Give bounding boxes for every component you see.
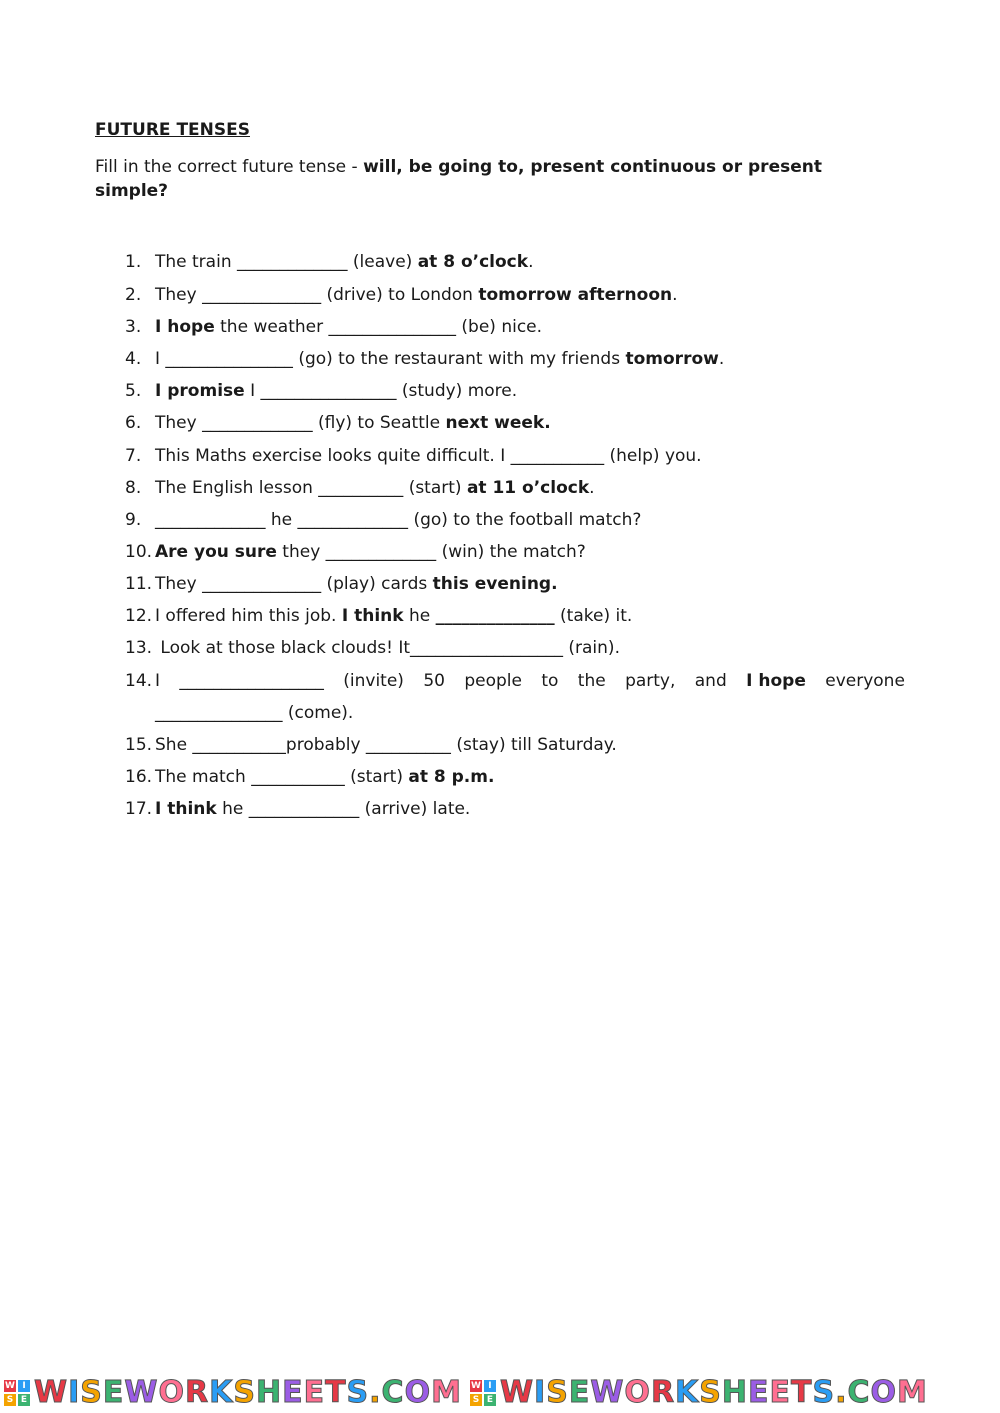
list-item: 13. Look at those black clouds! It__________________ (rain). <box>125 638 620 658</box>
list-item: 16. The match ___________ (start) at 8 p.m. <box>125 767 495 787</box>
brand-letter: W <box>499 1375 535 1410</box>
brand-letter: I <box>534 1375 547 1410</box>
brand-letter: T <box>791 1375 813 1410</box>
brand-letter: K <box>675 1375 700 1410</box>
instructions <box>95 155 895 203</box>
brand-letter: E <box>769 1375 792 1410</box>
brand-letter: M <box>897 1375 928 1410</box>
footer-brand-2 <box>470 1375 928 1410</box>
list-item: 5. I promise I ________________ (study) more. <box>125 381 518 401</box>
list-item: 4. I _______________ (go) to the restaurant with my friends tomorrow. <box>125 349 725 369</box>
brand-letter: O <box>404 1375 432 1410</box>
brand-letter: E <box>748 1375 770 1410</box>
brand-letter: I <box>68 1375 81 1410</box>
list-item: 10. Are you sure they _____________ (win) the match? <box>125 542 586 562</box>
brand-letter: O <box>158 1375 185 1410</box>
brand-letter: W <box>124 1375 159 1410</box>
page-title: FUTURE TENSES <box>95 120 250 140</box>
instructions-bold: will, be going to, present continuous or present simple? <box>95 157 822 201</box>
brand-letter: H <box>255 1375 283 1410</box>
brand-letter: T <box>325 1375 347 1410</box>
list-item: 15. She ___________probably __________ (stay) till Saturday. <box>125 735 617 755</box>
brand-letter: M <box>431 1375 462 1410</box>
brand-letter: E <box>102 1375 125 1410</box>
brand-letter: C <box>847 1375 871 1410</box>
list-item: 14. <box>125 671 153 691</box>
brand-text <box>34 1375 462 1410</box>
list-item-continuation: _______________ (come). <box>155 703 354 723</box>
list-item: 2. They ______________ (drive) to London tomorrow afternoon. <box>125 285 678 305</box>
brand-letter: O <box>870 1375 898 1410</box>
list-item-justified-line: I _________________ (invite) 50 people to the party, and I hope everyone <box>155 671 905 691</box>
brand-letter: E <box>303 1375 326 1410</box>
list-item: 11. They ______________ (play) cards this evening. <box>125 574 558 594</box>
list-item: 9. _____________ he _____________ (go) to the football match? <box>125 510 642 530</box>
brand-letter: S <box>233 1375 256 1410</box>
brand-text <box>500 1375 928 1410</box>
footer-watermark <box>0 1372 1000 1413</box>
brand-letter: S <box>699 1375 722 1410</box>
brand-letter: O <box>624 1375 651 1410</box>
list-item: 6. They _____________ (fly) to Seattle next week. <box>125 413 551 433</box>
brand-letter: K <box>209 1375 234 1410</box>
brand-letter: . <box>369 1375 382 1410</box>
list-item: 8. The English lesson __________ (start) at 11 o’clock. <box>125 478 595 498</box>
brand-letter: W <box>34 1375 69 1410</box>
list-item: 12. I offered him this job. I think he ______________ (take) it. <box>125 606 633 626</box>
brand-letter: R <box>184 1375 210 1410</box>
footer-brand-1 <box>4 1375 462 1410</box>
list-item: 17. I think he _____________ (arrive) late. <box>125 799 471 819</box>
brand-letter: S <box>346 1375 370 1410</box>
list-item: 1. The train _____________ (leave) at 8 o’clock. <box>125 252 534 272</box>
brand-letter: S <box>80 1375 103 1410</box>
list-item: 7. This Maths exercise looks quite difficult. I ___________ (help) you. <box>125 446 702 466</box>
brand-letter: E <box>568 1375 591 1410</box>
brand-logo-icon: W I S E <box>4 1380 30 1406</box>
brand-letter: H <box>721 1375 749 1410</box>
brand-letter: C <box>381 1375 405 1410</box>
brand-letter: S <box>812 1375 836 1410</box>
list-item: 3. I hope the weather _______________ (be) nice. <box>125 317 543 337</box>
brand-logo-icon: W I S E <box>470 1380 496 1406</box>
instructions-prefix: Fill in the correct future tense - <box>95 157 364 177</box>
brand-letter: . <box>835 1375 848 1410</box>
brand-letter: S <box>546 1375 569 1410</box>
brand-letter: W <box>590 1375 625 1410</box>
brand-letter: E <box>282 1375 304 1410</box>
brand-letter: R <box>650 1375 676 1410</box>
